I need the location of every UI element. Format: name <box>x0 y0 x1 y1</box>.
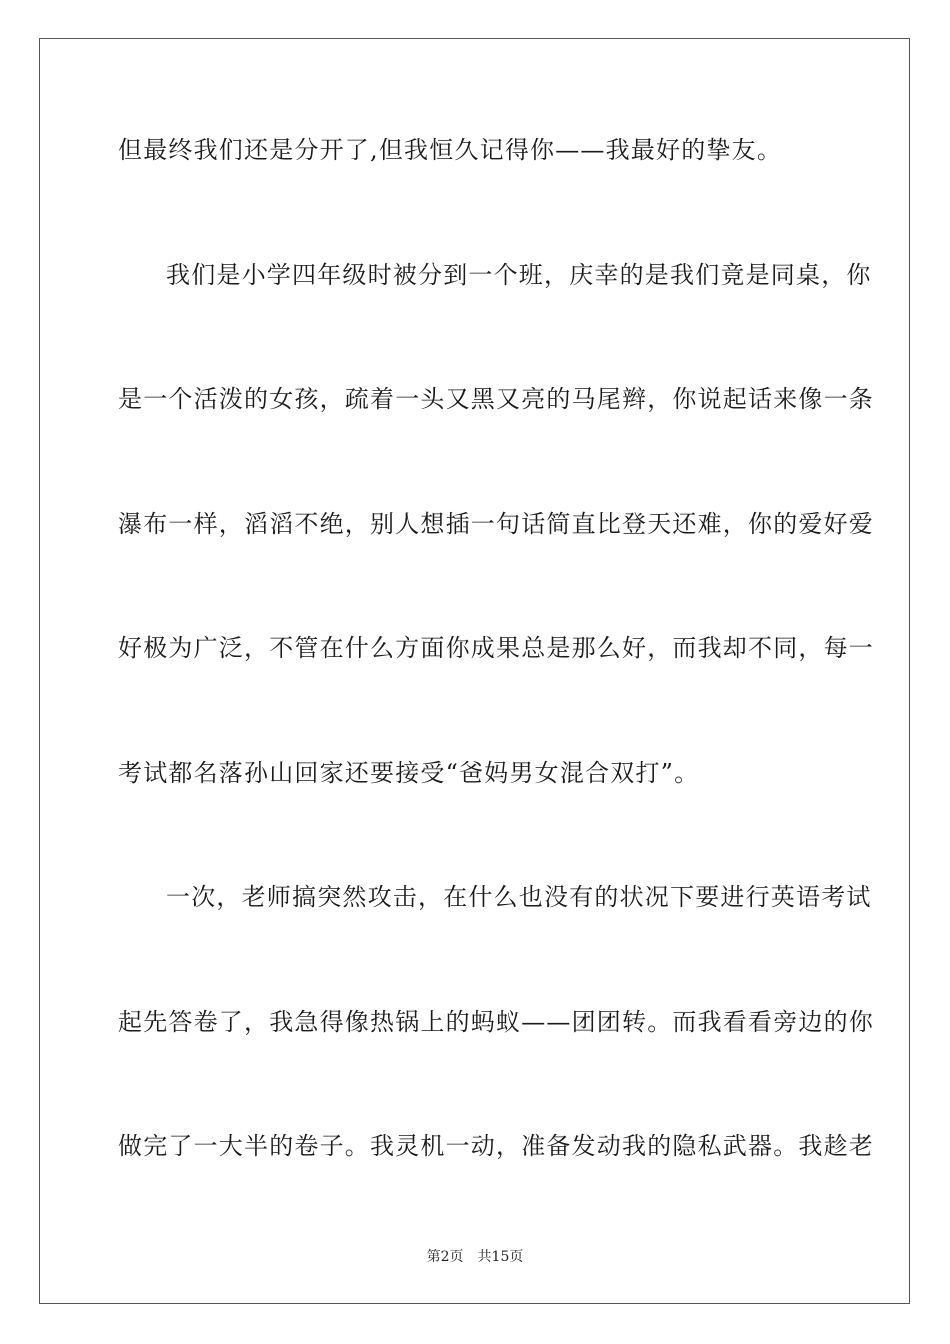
text-line: 是一个活泼的女孩，疏着一头又黑又亮的马尾辫，你说起话来像一条 <box>118 385 874 413</box>
text-line: 我们是小学四年级时被分到一个班，庆幸的是我们竟是同桌，你 <box>166 261 872 289</box>
page-frame <box>39 38 910 1304</box>
page-footer <box>0 1248 950 1266</box>
text-line: 做完了一大半的卷子。我灵机一动，准备发动我的隐私武器。我趁老 <box>118 1132 874 1160</box>
page-total: 共15页 <box>477 1249 524 1265</box>
page-number: 第2页 <box>426 1249 464 1265</box>
text-line: 好极为广泛，不管在什么方面你成果总是那么好，而我却不同，每一 <box>118 634 874 662</box>
text-line: 起先答卷了，我急得像热锅上的蚂蚁——团团转。而我看看旁边的你 <box>118 1008 874 1036</box>
text-line: 但最终我们还是分开了,但我恒久记得你——我最好的挚友。 <box>118 136 783 164</box>
text-line: 一次，老师搞突然攻击，在什么也没有的状况下要进行英语考试 <box>166 883 872 911</box>
text-line: 考试都名落孙山回家还要接受“爸妈男女混合双打”。 <box>118 759 700 787</box>
text-line: 瀑布一样，滔滔不绝，别人想插一句话简直比登天还难，你的爱好爱 <box>118 510 874 538</box>
